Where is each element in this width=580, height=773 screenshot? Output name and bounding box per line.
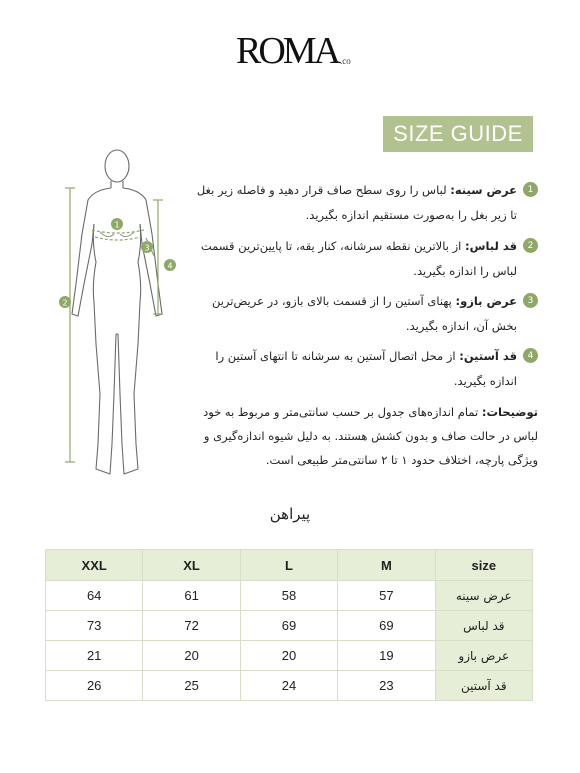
instruction-body: از بالاترین نقطه سرشانه، کنار یقه، تا پایین‌ترین قسمت لباس را اندازه بگیرید. [200, 239, 517, 278]
row-label: عرض بازو [435, 641, 532, 671]
instruction-text [190, 289, 517, 339]
table-row [46, 641, 533, 671]
brand-suffix: .co [340, 56, 351, 66]
table-cell: 73 [46, 611, 143, 641]
instruction-sleeve-length [190, 344, 538, 394]
brand-name: ROMA [236, 30, 339, 72]
marker-4: 4 [167, 261, 173, 271]
instruction-title: قد لباس: [465, 239, 517, 253]
body-figure-illustration [48, 144, 188, 486]
instruction-chest-width [190, 178, 538, 228]
table-cell: 21 [46, 641, 143, 671]
table-cell: 69 [338, 611, 435, 641]
table-row [46, 671, 533, 701]
row-label: عرض سینه [435, 581, 532, 611]
table-cell: 58 [240, 581, 337, 611]
row-label: قد لباس [435, 611, 532, 641]
marker-2: 2 [62, 298, 68, 308]
table-cell: 61 [143, 581, 240, 611]
table-row [46, 581, 533, 611]
marker-3: 3 [144, 243, 150, 253]
size-guide-banner: SIZE GUIDE [383, 116, 533, 152]
table-header-row [46, 550, 533, 581]
table-cell: 20 [143, 641, 240, 671]
table-cell: 23 [338, 671, 435, 701]
instruction-body: لباس را روی سطح صاف قرار دهید و فاصله زیر بغل تا زیر بغل را به‌صورت مستقیم اندازه بگیرید. [196, 183, 517, 222]
marker-1: 1 [114, 220, 120, 230]
table-cell: 64 [46, 581, 143, 611]
step-number-badge: 2 [523, 238, 538, 253]
instruction-text [190, 178, 517, 228]
notes-paragraph [190, 400, 538, 472]
row-label: قد آستین [435, 671, 532, 701]
header-size: size [435, 550, 532, 581]
notes-title: توضیحات: [481, 405, 538, 419]
table-row [46, 611, 533, 641]
table-cell: 20 [240, 641, 337, 671]
notes-body: تمام اندازه‌های جدول بر حسب سانتی‌متر و مربوط به خود لباس در حالت صاف و بدون کشش هستند. به دلیل شیوه اندازه‌گیری و ویژگی پارچه، اختلاف حدود ۱ تا ۲ سانتی‌متر طبیعی است. [203, 405, 538, 467]
size-table [45, 549, 533, 701]
header-xl: XL [143, 550, 240, 581]
header-xxl: XXL [46, 550, 143, 581]
table-cell: 25 [143, 671, 240, 701]
instruction-body: از محل اتصال آستین به سرشانه تا انتهای آستین را اندازه بگیرید. [215, 349, 517, 388]
instruction-title: عرض سینه: [450, 183, 517, 197]
table-cell: 69 [240, 611, 337, 641]
header-m: M [338, 550, 435, 581]
table-title: پیراهن [269, 505, 311, 523]
brand-logo [236, 30, 351, 70]
instruction-title: قد آستین: [459, 349, 517, 363]
instruction-title: عرض بازو: [455, 294, 517, 308]
instruction-body: پهنای آستین را از قسمت بالای بازو، در عریض‌ترین بخش آن، اندازه بگیرید. [211, 294, 517, 333]
step-number-badge: 3 [523, 293, 538, 308]
table-cell: 19 [338, 641, 435, 671]
table-cell: 24 [240, 671, 337, 701]
body-outline-icon [48, 144, 188, 486]
table-cell: 26 [46, 671, 143, 701]
table-cell: 57 [338, 581, 435, 611]
instruction-text [190, 344, 517, 394]
step-number-badge: 1 [523, 182, 538, 197]
table-cell: 72 [143, 611, 240, 641]
header-l: L [240, 550, 337, 581]
instruction-text [190, 234, 517, 284]
step-number-badge: 4 [523, 348, 538, 363]
instruction-arm-width [190, 289, 538, 339]
instruction-garment-length [190, 234, 538, 284]
